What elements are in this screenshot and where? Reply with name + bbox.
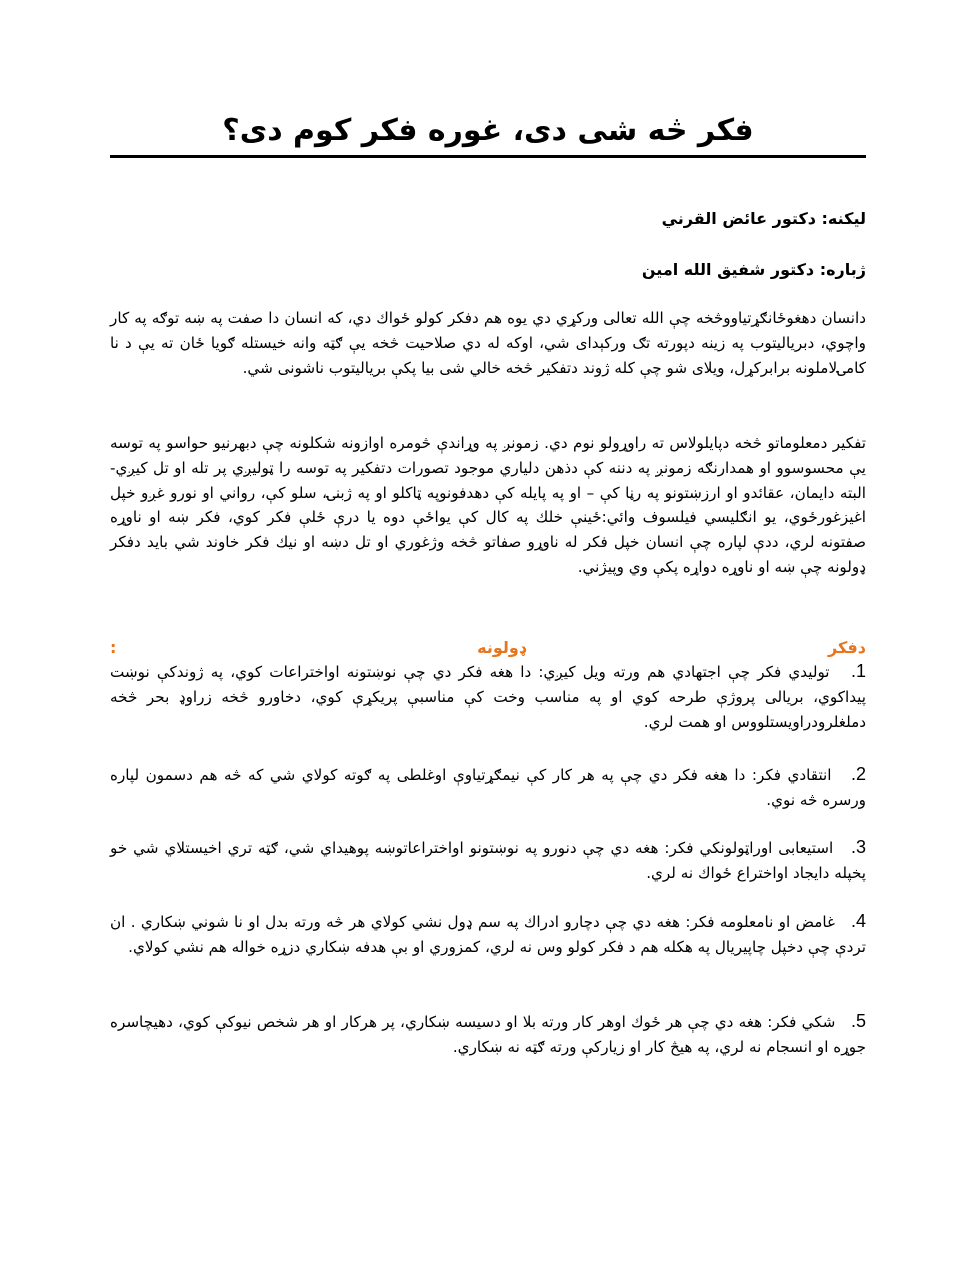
document-title: فکر څه شی دی، غوره فکر کوم دی؟ (222, 113, 754, 148)
author-line: لیکنه: دکتور عائض القرني (661, 209, 866, 228)
list-item-text: غامض او نامعلومه فکر: هغه دي چې دچارو ادراك په سم ډول نشي کولاي هر څه ورته بدل او نا شوني ښکاري . ان تردې چې دخپل چاپیریال په هکله هم د فکر کولو وس نه لري، کمزوري او بې هدفه ښکاري دزړه خواله هم نشي کولاي. (110, 913, 866, 956)
list-item-text: انتقادي فکر: دا هغه فکر دي چې په هر کار کې نیمګړتیاوې اوغلطی په ګوته کولاي شي که څه هم دسمون لپاره ورسره څه نوي. (110, 766, 866, 809)
list-item-number: 2. (850, 764, 866, 784)
list-item-number: 5. (850, 1011, 867, 1031)
types-heading-colon: : (110, 638, 117, 657)
list-item (110, 835, 866, 886)
list-item-text: استیعابی اوراټولونکي فکر: هغه دي چې دنورو په نوښتونو اواختراعاتوښه پوهیداي شي، ګټه تري اخیستلاي شي خو پخپله دایجاد اواختراع ځواك نه لري. (110, 839, 866, 882)
list-item (110, 909, 866, 960)
list-item-text: تولیدي فکر چې اجتهادي هم ورته ویل کیږي: دا هغه فکر دي چې نوښتونه اواختراعات کوي، په ژوندکې نوښت پیداکوي، بریالی پروژې طرحه کوي او په مناسب وخت کې مناسبې پریکړې کوي، دخاورو څخه زراوډ بحر څخه دملغلرودراویستلووس او همت لري. (110, 663, 866, 731)
list-item-number: 3. (850, 837, 867, 857)
translator-line: ژباره: دکتور شفیق الله امین (641, 260, 866, 279)
types-heading (110, 636, 866, 660)
intro-paragraph: دانسان دهغوځانګړتیاووڅخه چې الله تعالی ورکړي دي یوه هم دفکر کولو ځواك دي، که انسان دا صفت په ښه توګه په کار واچوي، دبریالیتوب په زینه دپورته تګ ورکېدای شي، اوکه له دي صلاحیت څخه یې ګټه وانه خیستله ګویا ځان ته یې د نا کامۍلاملونه برابرکړل، ویلای شو چې کله ژوند دتفکیر څخه خالي شی بیا پکې بریالیتوب ناشونی شي. (110, 309, 866, 377)
list-item-text: شکي فکر: هغه دي چې هر ځوك اوهر کار ورته بلا او دسیسه ښکاري، پر هرکار او هر شخص نیوکې کوي، دهیچاسره جوړه او انسجام نه لري، په هیڅ کار او زیارکې ورته ګټه نه ښکاري. (110, 1013, 866, 1056)
title-underline (110, 155, 866, 158)
types-heading-middle: ډولونه (477, 638, 526, 657)
body-paragraph: تفکیر دمعلوماتو څخه دپایلولاس ته راوړولو نوم دي. زمونږ په وړاندې څومره اوازونه شکلونه چې دبهرنیو حواسو په توسه یې محسوسوو او همدارنګه زمونږ په دننه کې دذهن دلیاري موجود تصورات دتفکیر په توسه را ټولیږي پر تله او تل کیږي-البته دایمان، عقائدو او ارزښتونو په رڼا کې – او په پایله کې دهدفونوپه ټاکلو او په ژبنۍ، سلو کې، رواني او نورو غږو خپل اغیزغورځوي، یو انګلیسي فیلسوف وائي:ځینې خلك په کال کې یواځې دوه یا درې ځلې فکر کوي، فکر ښه او ناوړه صفتونه لري، ددې لپاره چې انسان خپل فکر له ناوړو صفاتو څخه وژغوري او تل دښه او نیك فکر خاوند شي باید دفکر ډولونه چې ښه او ناوړه دواړه پکې وي وپیژني. (110, 434, 866, 576)
list-item-number: 4. (850, 911, 866, 931)
list-item (110, 659, 866, 734)
types-heading-label: دفکر (828, 638, 866, 657)
list-item (110, 762, 866, 813)
list-item-number: 1. (850, 661, 866, 681)
list-item (110, 1009, 866, 1060)
